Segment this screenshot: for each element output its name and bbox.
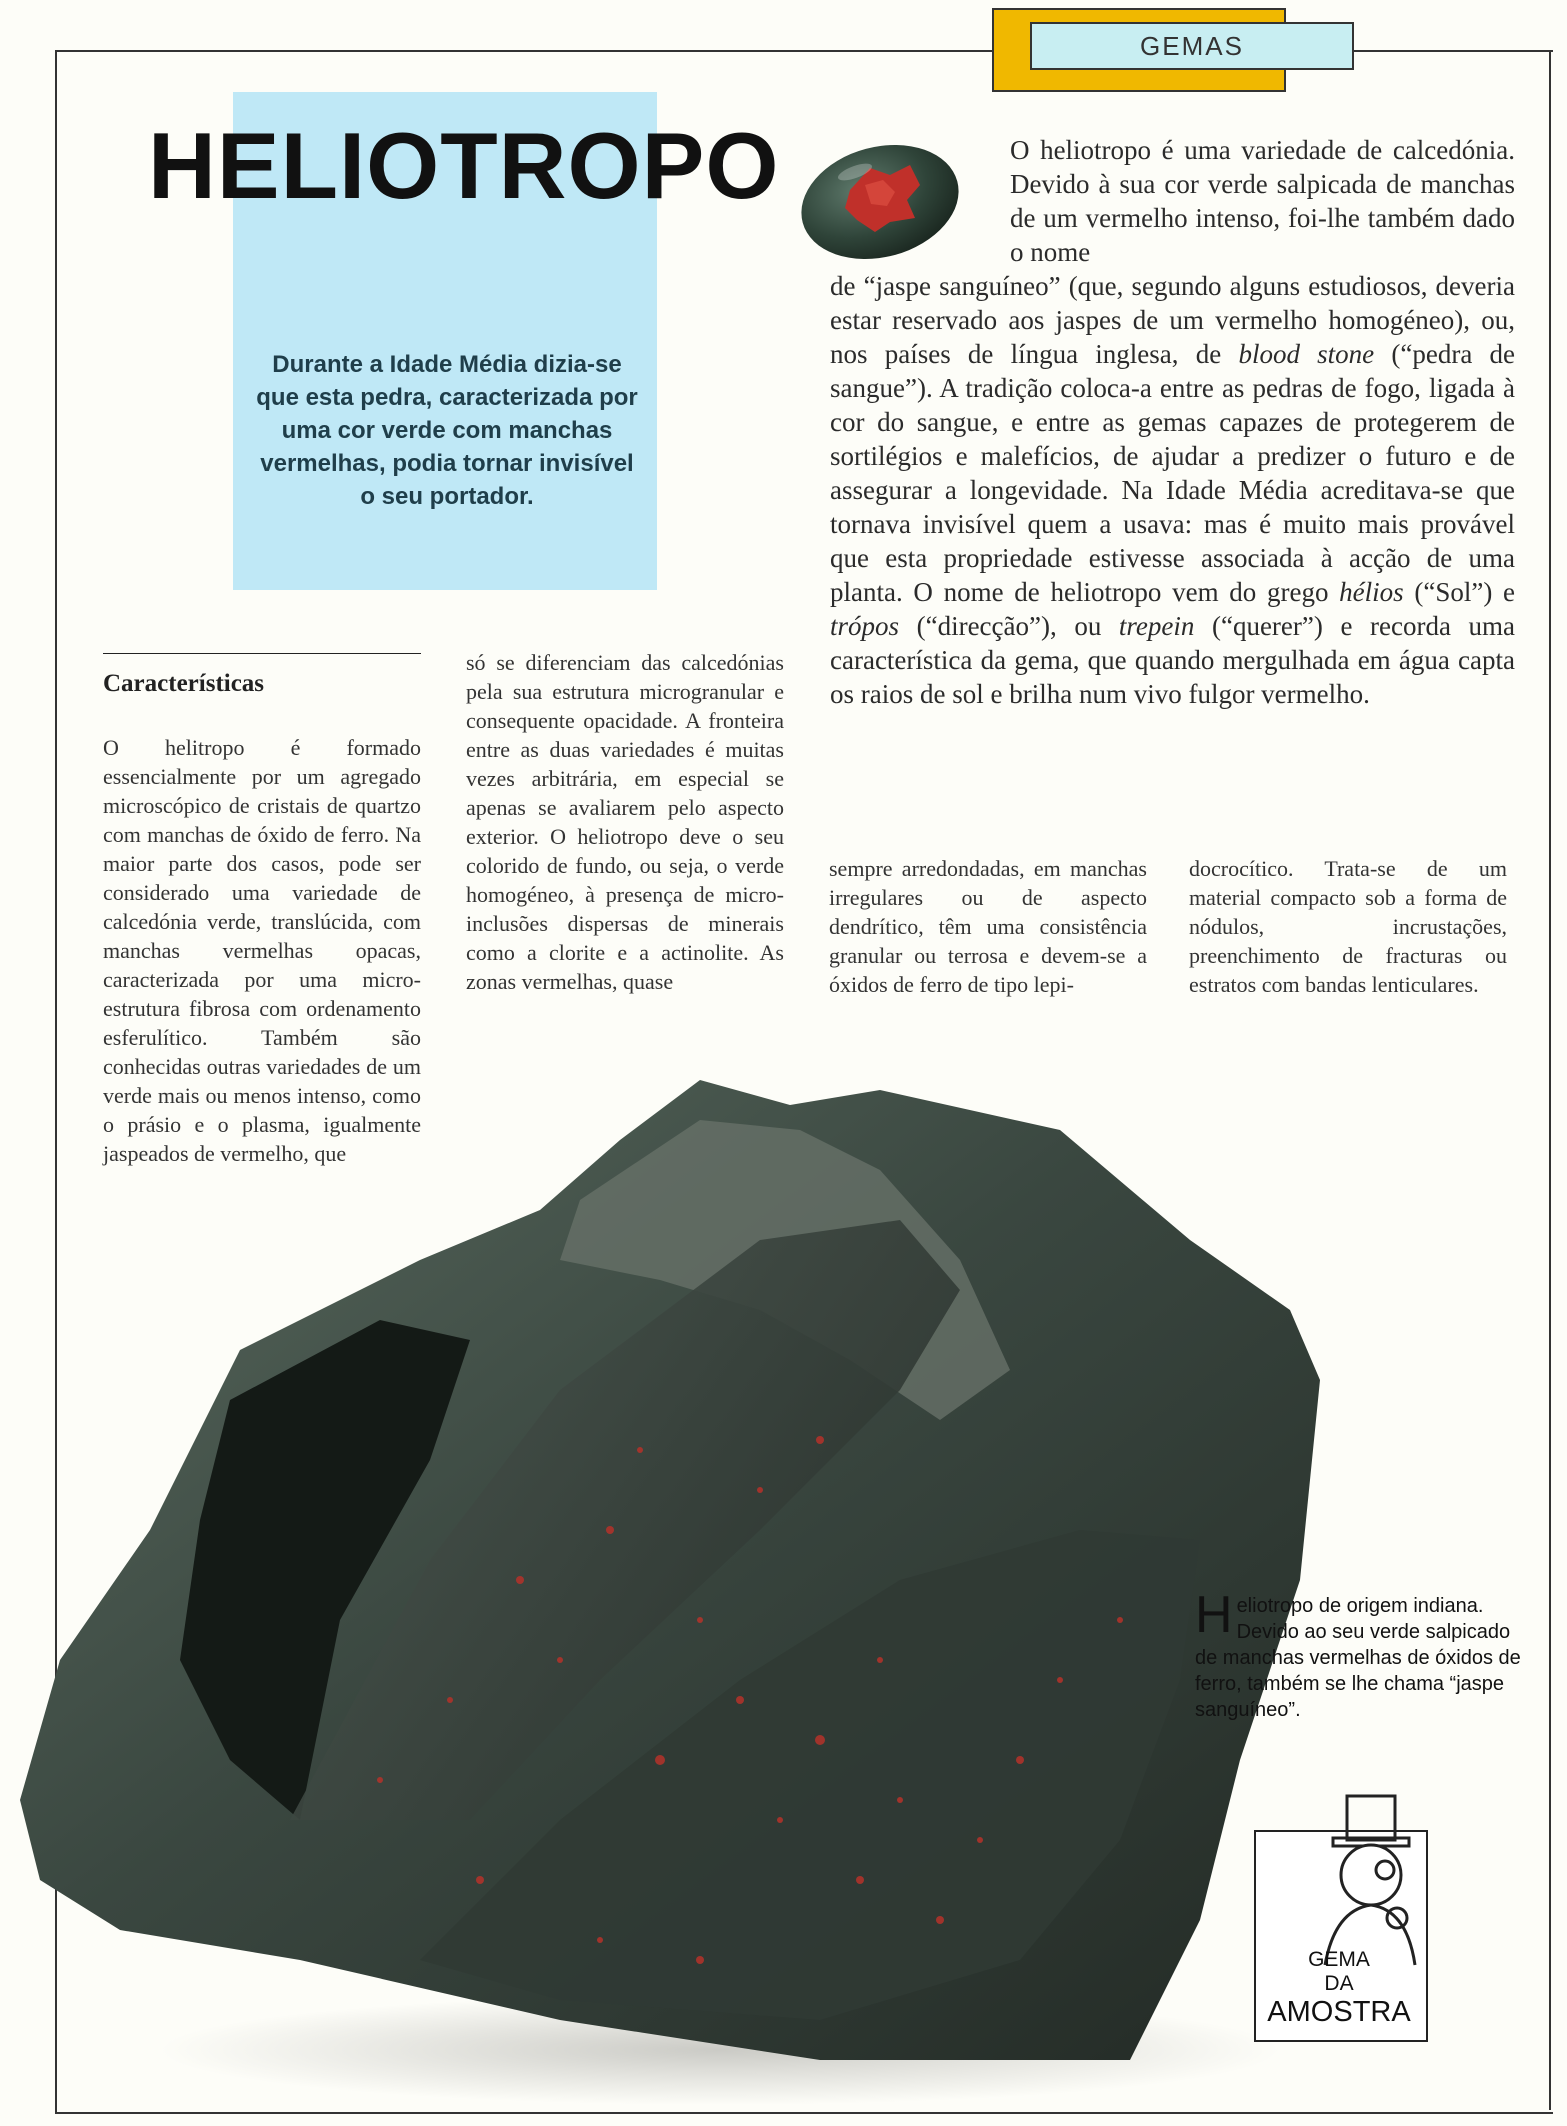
intro-term-trepein: trepein [1118, 611, 1195, 641]
intro-text-3: (“Sol”) e [1414, 577, 1516, 607]
caption-initial: H [1195, 1586, 1233, 1644]
intro-paragraph-top: O heliotropo é uma variedade de calcedónia. Devido à sua cor verde salpicada de manchas de um vermelho intenso, foi-lhe também dado o nome [1010, 135, 1515, 267]
section-tab: GEMAS [1030, 22, 1354, 70]
intro-text-5: (“querer”) e recorda uma característica da gema, que quando mergulhada em água capta os raios de sol e brilha num vivo fulgor vermelho. [830, 611, 1516, 709]
intro-text-4: (“direcção”), ou [916, 611, 1102, 641]
polished-heliotrope-cabochon [795, 140, 965, 260]
gem-examiner-figure [1285, 1790, 1455, 1970]
page-title: HELIOTROPO [148, 113, 780, 218]
characteristics-column-4: docrocítico. Trata-se de um material compacto sob a forma de nódulos, incrustações, preenchimento de fracturas ou estratos com bandas lenticulares. [1189, 856, 1507, 997]
characteristics-column-3: sempre arredondadas, em manchas irregulares ou de aspecto dendrítico, têm uma consistência granular ou terrosa e devem-se a óxidos de ferro de tipo lepi- [829, 856, 1147, 997]
photo-caption [1195, 1586, 1535, 1723]
stamp-label-amostra: AMOSTRA [1267, 1996, 1411, 2028]
characteristics-column-2: só se diferenciam das calcedónias pela sua estrutura microgranular e consequente opacidade. A fronteira entre as duas variedades é muitas vezes arbitrária, em especial se apenas se avaliarem pelo aspecto exterior. O heliotropo deve o seu colorido de fundo, ou seja, o verde homogéneo, à presença de micro-inclusões dispersas de minerais como a clorite e a actinolite. As zonas vermelhas, quase [466, 650, 784, 994]
intro-term-tropos: trópos [830, 611, 900, 641]
rough-heliotrope-rock [0, 1060, 1330, 2120]
characteristics-heading: Características [103, 670, 265, 697]
stamp-label-da: DA [1324, 1972, 1354, 1995]
page-frame-right [1549, 50, 1551, 2110]
intro-text-2: (“pedra de sangue”). A tradição coloca-a entre as pedras de fogo, ligada à cor do sangue, e entre as gemas capazes de protegerem de sortilégios e malefícios, de ajudar a predizer o futuro e de assegurar a longevidade. Na Idade Média acreditava-se que tornava invisível quem a usava: mas é muito mais provável que esta propriedade estivesse associada à acção de uma planta. O nome de heliotropo vem do grego [830, 339, 1516, 607]
caption-text: eliotropo de origem indiana. Devido ao seu verde salpicado de manchas vermelhas de óxidos de ferro, também se lhe chama “jaspe sanguíneo”. [1195, 1595, 1521, 1721]
section-divider [103, 653, 421, 654]
characteristics-column-1: O helitropo é formado essencialmente por um agregado microscópico de cristais de quartzo com manchas de óxido de ferro. Na maior parte dos casos, pode ser considerado uma variedade de calcedónia verde, translúcida, com manchas vermelhas opacas, caracterizada por uma micro-estrutura fibrosa com ordenamento esferulítico. Também são conhecidas outras variedades de um verde mais ou menos intenso, como o prásio e o plasma, igualmente jaspeados de vermelho, que [103, 735, 421, 1166]
intro-paragraph-body [830, 269, 1515, 711]
lead-paragraph: Durante a Idade Média dizia-se que esta pedra, caracterizada por uma cor verde com manchas vermelhas, podia tornar invisível o seu portador. [256, 351, 638, 510]
intro-term-helios: hélios [1339, 577, 1404, 607]
intro-text-1: de “jaspe sanguíneo” (que, segundo alguns estudiosos, deveria estar reservado aos jaspes de um vermelho homogéneo), ou, nos países de língua inglesa, de [830, 271, 1515, 369]
stamp-label-gema: GEMA [1308, 1948, 1370, 1971]
intro-term-blood-stone: blood stone [1238, 339, 1375, 369]
